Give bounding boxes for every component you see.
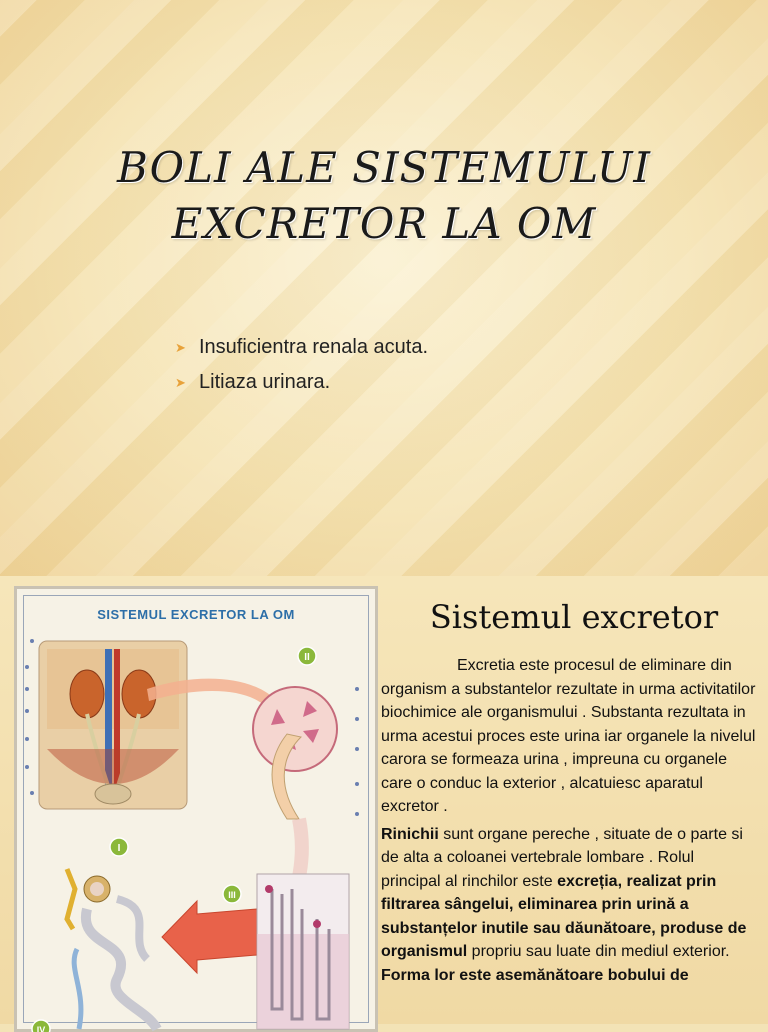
paragraph-rinichii: [381, 823, 757, 988]
arrow-bullet-icon: ➤: [175, 339, 186, 355]
poster-label-3: III: [228, 890, 236, 900]
poster-label-2: II: [304, 652, 310, 663]
text-span: sunt organe pereche , situate de o parte si de alta a coloanei vertebrale lombare . Rolul principal al rinchilor este: [381, 825, 743, 890]
slide-title-line1: BOLI ALE SISTEMULUI: [117, 143, 651, 192]
content-title: Sistemul excretor: [429, 598, 719, 636]
slide-title-line2: EXCRETOR LA OM: [171, 199, 597, 248]
content-slide: [0, 576, 768, 1032]
bullet-text: Insuficientra renala acuta.: [199, 336, 429, 358]
bullet-text: Litiaza urinara.: [199, 371, 331, 393]
list-item: [175, 330, 428, 365]
excretory-system-poster: [14, 586, 378, 1032]
list-item: [175, 365, 428, 400]
text-span-bold: excreția, realizat prin filtrarea sângelui, eliminarea prin urină a substanțelor inutile sau dăunătoare, produse de organismul: [381, 872, 747, 960]
text-span-bold: Forma lor este asemănătoare bobului de: [381, 966, 689, 984]
poster-label-1: I: [117, 843, 121, 854]
paragraph-excretia: Excretia este procesul de eliminare din organism a substantelor rezultate in urma activitatilor biochimice ale organismului . Substanta rezultata in urma acestui proces este urina iar organele la nivelul carora se formeaza urina , impreuna cu organele care o conduc la exterior , alcatuiesc aparatul excretor .: [381, 657, 756, 815]
arrow-bullet-icon: ➤: [175, 374, 186, 390]
poster-title: SISTEMUL EXCRETOR LA OM: [97, 607, 295, 622]
term-rinichii: Rinichii: [381, 825, 439, 843]
slide-title: [0, 140, 768, 252]
excretory-system-illustration: [17, 589, 375, 1032]
bullet-list: [175, 330, 428, 400]
poster-label-4: IV: [36, 1025, 46, 1032]
body-text: [381, 654, 757, 987]
text-span: propriu sau luate din mediul exterior.: [467, 943, 730, 960]
